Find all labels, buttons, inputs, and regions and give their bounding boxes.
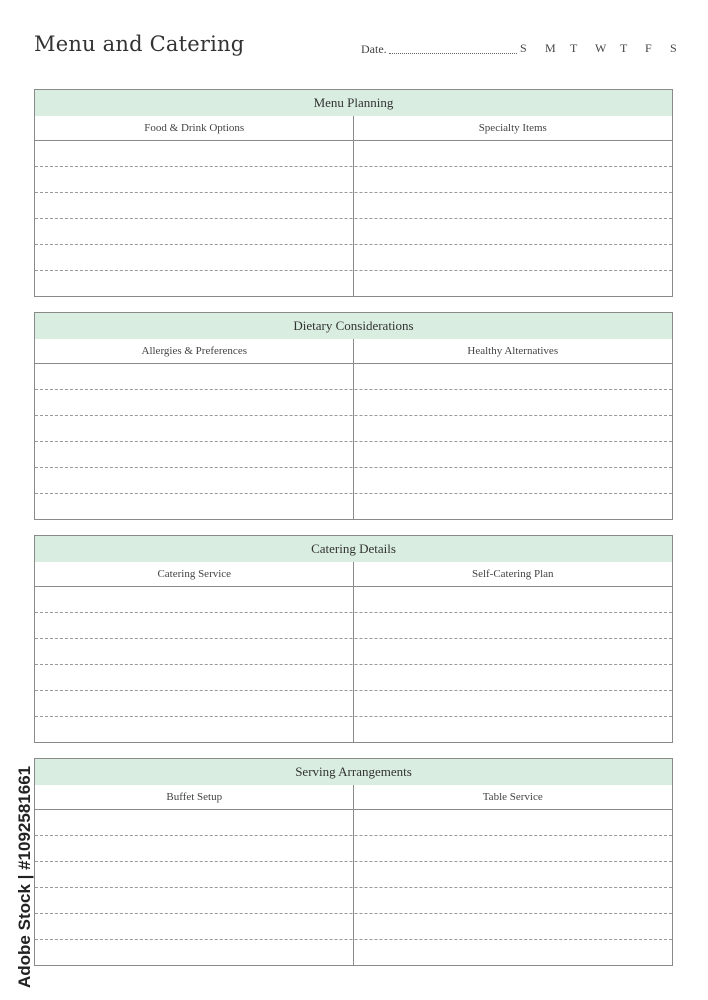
column-divider bbox=[353, 785, 354, 965]
weekday-fri[interactable]: F bbox=[645, 41, 652, 55]
column-header-right: Specialty Items bbox=[478, 122, 547, 134]
column-divider bbox=[353, 562, 354, 742]
section-menu-planning bbox=[34, 89, 673, 297]
weekday-wed[interactable]: W bbox=[595, 41, 607, 55]
date-label: Date bbox=[361, 42, 384, 56]
column-header-left: Buffet Setup bbox=[166, 791, 223, 803]
column-header-left: Catering Service bbox=[157, 568, 232, 580]
column-header-right: Self-Catering Plan bbox=[471, 568, 554, 580]
column-divider bbox=[353, 339, 354, 519]
weekday-selector bbox=[520, 41, 695, 56]
weekday-tue[interactable]: T bbox=[570, 41, 578, 55]
column-header-left: Allergies & Preferences bbox=[141, 345, 247, 357]
column-header-left: Food & Drink Options bbox=[144, 122, 245, 134]
section-title: Menu Planning bbox=[35, 90, 672, 116]
column-header-right: Healthy Alternatives bbox=[467, 345, 559, 357]
page-title: Menu and Catering bbox=[34, 32, 245, 56]
weekday-mon[interactable]: M bbox=[545, 41, 556, 55]
column-divider bbox=[353, 116, 354, 296]
date-field[interactable] bbox=[361, 41, 517, 57]
date-input-line[interactable] bbox=[389, 53, 517, 54]
section-title: Catering Details bbox=[35, 536, 672, 562]
date-label-dot: . bbox=[383, 42, 387, 56]
stock-id-watermark bbox=[8, 760, 38, 990]
section-title: Serving Arrangements bbox=[35, 759, 672, 785]
stock-id-text: Adobe Stock | #1092581661 bbox=[15, 765, 34, 988]
weekday-sat[interactable]: S bbox=[670, 41, 677, 55]
weekday-thu[interactable]: T bbox=[620, 41, 628, 55]
section-dietary-considerations bbox=[34, 312, 673, 520]
weekday-sun[interactable]: S bbox=[520, 41, 527, 55]
column-header-right: Table Service bbox=[482, 791, 543, 803]
section-catering-details bbox=[34, 535, 673, 743]
section-serving-arrangements bbox=[34, 758, 673, 966]
section-title: Dietary Considerations bbox=[35, 313, 672, 339]
